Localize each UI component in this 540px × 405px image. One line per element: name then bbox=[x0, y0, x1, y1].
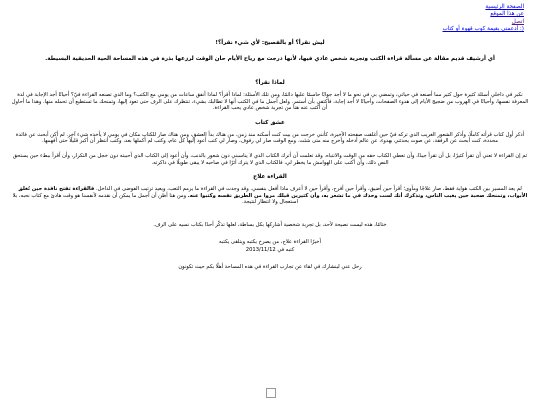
section-paragraph-reading-well: ثم إن القراءة لا تعني أن تقرأ كثيرًا، بل أن تقرأ جيدًا، وأن تعطي الكتاب حقه من الوقت والانتباه. وقد تعلمت أن أترك الكتاب الذي لا يناسبني دون شعور بالذنب، وأن أعود إلى الكتاب الذي أحببته دون خجل من التكرار، وأن أقرأ ببطء حين يستحق النص ذلك، وأن أكتب على الهوامش ما يخطر لي، فالكتاب الذي لا يترك أثرًا في صاحبه لا يبقى طويلًا في ذاكرته. bbox=[12, 152, 528, 166]
paragraph-bold-text: فالقراءة تفتح نافذة حين تُغلق الأبواب، وتمنحك صحبة حين يغيب الناس، وتذكرك أنك لست وحدك في ما تشعر به، وأن كثيرين قبلك مروا من الطريق نفسه وكتبوا عنه. bbox=[18, 186, 528, 199]
paragraph-text: ومن هنا أظن أن أجمل ما يمكن أن نقدمه لأنفسنا هو وقت هادئ مع كتاب نحبه، بلا استعجال ولا انتظار لنتيجة. bbox=[12, 192, 298, 206]
nav-link-contact[interactable]: اتصل bbox=[511, 18, 524, 25]
section-heading-reading-cure: القراءة علاج bbox=[253, 174, 287, 181]
section-paragraph-reading-cure bbox=[6, 186, 534, 206]
nav-link-about[interactable]: عن هذا الموقع bbox=[490, 11, 524, 18]
nav-link-home[interactable]: الصفحة الرئيسية bbox=[485, 4, 524, 10]
date-line: كتبه في 2013/11/12 bbox=[245, 247, 295, 254]
spacer bbox=[6, 231, 534, 237]
section-paragraph-book-love: أذكر أول كتاب قرأته كاملًا، وأذكر الشعور الغريب الذي تركه فيّ حين أغلقت صفحته الأخيرة، كأنني خرجت من بيت كنت أسكنه منذ زمن. من هناك بدأ العشق، ومن هناك صار للكتاب مكان في يومي لا يأخذه شيء آخر. لم أكن أبحث عن فائدة محددة، كنت أبحث عن الرفقة، عن صوت يحدثني بهدوء، عن عالم أدخله وأخرج منه متى شئت. ومع الوقت صار لي رفوف، وصار لي كتب أعود إليها كل عام، وكتب لم أكملها بعد، وكتب أنتظر أن أكبر قليلًا حتى أفهمها. bbox=[15, 131, 525, 145]
section-paragraph-why-read: نكبر في داخلي أسئلة كثيرة حول كثير مما أصنعه في حياتي، وتمضي بي في نحو ما لا أجد جوابًا حاسمًا عليها دائمًا، ومن تلك الأسئلة: لماذا أقرأ؟ لماذا أنفق ساعات من يومي مع الكتب؟ وما الذي تصنعه القراءة فيّ؟ أحيانًا أجد الإجابة في لذة المعرفة نفسها، وأحيانًا في الهروب من ضجيج الأيام إلى هدوء الصفحات، وأحيانًا لا أجد إجابة، فأكتفي بأن أستمر. ولعل أجمل ما في الكتب أنها لا تطالبك بشيء، تنتظرك على الرف حتى تعود إليها، وتمنحك ما تستطيع أن تحمله منها. وهذا ما أحاول أن أكتب عنه هنا من تجربة شخص عادي يحب القراءة. bbox=[11, 92, 529, 112]
section-heading-why-read: لماذا نقرأ؟ bbox=[255, 80, 285, 86]
section-heading-book-love: عشق كتاب bbox=[255, 119, 285, 126]
paragraph-text: لم يعد المسير بين الكتب هواية فقط، صار علاجًا ومأوى؛ أقرأ حين أضيق، وأقرأ حين أفرح، وأقرأ حين لا أعرف ماذا أفعل بنفسي. وقد وجدت في القراءة ما يرمم التعب، ويعيد ترتيب الفوضى في الداخل. bbox=[95, 186, 522, 193]
spacer bbox=[6, 214, 534, 220]
broken-image-icon bbox=[266, 388, 276, 398]
closing-line: أخيرًا القراءة علاج، من يصرخ يكتبه ويتلقى يكتبه bbox=[219, 238, 321, 245]
article-intro: أي أرشيف قديم مقالة عن مسألة قراءة الكتب وتجربة شخص عادي فيها، لأنها درجت مع رياح الأيام حان الوقت لرزعها بذرة في هذه المساحة الحية الحديقية البسيطة. bbox=[45, 56, 495, 62]
spacer bbox=[6, 256, 534, 262]
nav-link-support[interactable]: أدعمني بقيمة كوب قهوة أو كتاب :) bbox=[442, 26, 524, 33]
closing-line: رحل عني لينشارك في لقاء عن تجارب القراءة في هذه المساحة أهلًا بكم حيث تكونون bbox=[178, 263, 362, 270]
closing-line: ختامًا، هذه ليست نصيحة لأحد، بل تجربة شخصية أشاركها بكل بساطة، لعلها تذكّر أحدًا بكتاب نسيه على الرف. bbox=[153, 221, 387, 228]
top-navigation bbox=[364, 4, 524, 34]
article-title: ليش نقرأ؟ أو بالفصيح: لأي شيء نقرأ؟! bbox=[215, 40, 325, 46]
article bbox=[6, 38, 534, 272]
